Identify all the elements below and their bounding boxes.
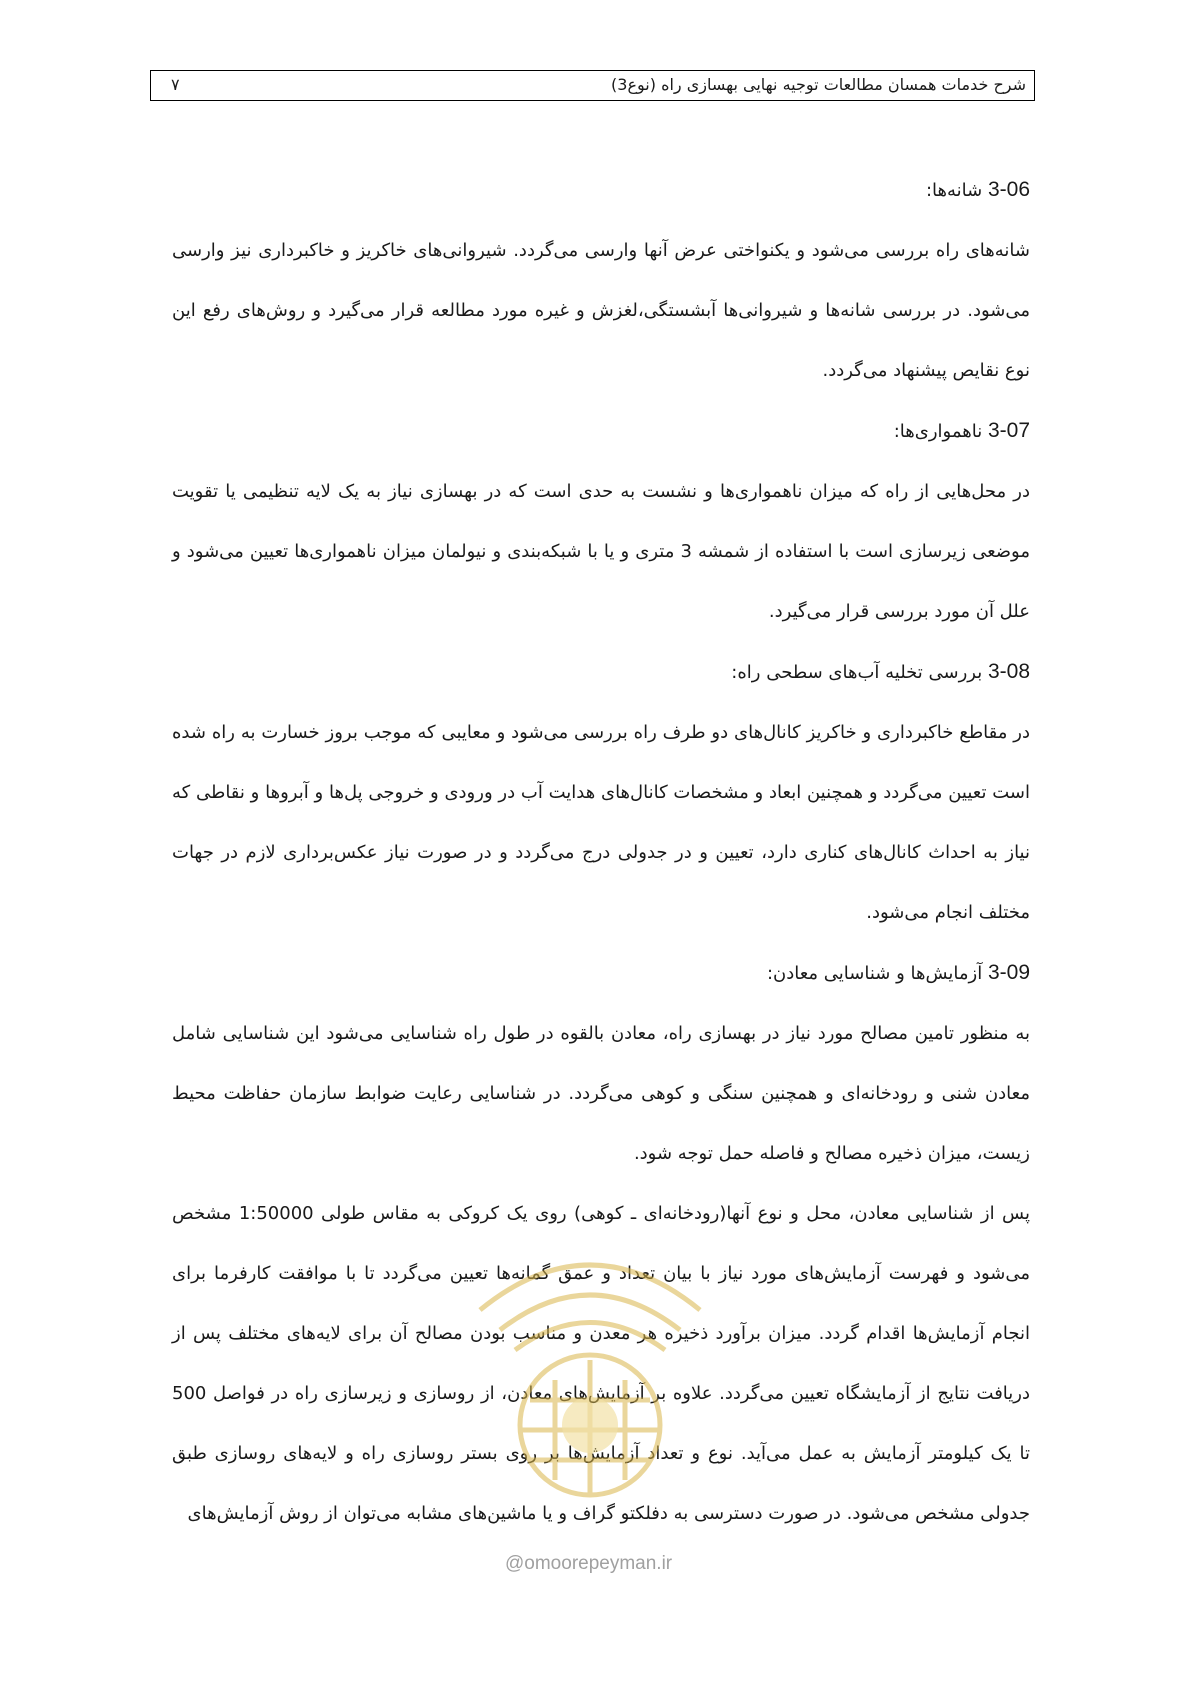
header-title: شرح خدمات همسان مطالعات توجیه نهایی بهسازی راه (نوع3) [611,75,1026,94]
section-heading-3-08 [172,642,1030,703]
paragraph: پس از شناسایی معادن، محل و نوع آنها(رودخانه‌ای ـ کوهی) روی یک کروکی به مقاس طولی 1:50000 مشخص می‌شود و فهرست آزمایش‌های مورد نیاز با بیان تعداد و عمق گمانه‌ها تعیین می‌گردد تا با موافقت کارفرما برای انجام آزمایش‌ها اقدام گردد. میزان برآورد ذخیره هر معدن و مناسب بودن مصالح آن برای لایه‌های مختلف پس از دریافت نتایج از آزمایشگاه تعیین می‌گردد. علاوه بر آزمایش‌های معادن، از روسازی و زیرسازی راه در فواصل 500 تا یک کیلومتر آزمایش به عمل می‌آید. نوع و تعداد آزمایش‌ها بر روی بستر روسازی راه و لایه‌های روسازی طبق جدولی مشخص می‌شود. در صورت دسترسی به دفلکتو گراف و یا ماشین‌های مشابه می‌توان از روش آزمایش‌های [172,1203,1031,1524]
section-heading-3-07 [172,401,1030,462]
section-heading-3-09 [172,943,1030,1004]
section-number: 3-09 [987,961,1030,984]
section-title: ناهمواری‌ها: [893,421,983,442]
section-title: بررسی تخلیه آب‌های سطحی راه: [731,662,983,683]
section-title: آزمایش‌ها و شناسایی معادن: [766,963,983,984]
section-number: 3-08 [987,660,1030,683]
document-body [172,160,1030,1544]
section-title: شانه‌ها: [925,180,983,201]
section-number: 3-06 [987,178,1030,201]
page-number: ۷ [171,75,180,94]
paragraph: شانه‌های راه بررسی می‌شود و یکنواختی عرض آنها وارسی می‌گردد. شیروانی‌های خاکریز و خاکبرداری نیز وارسی می‌شود. در بررسی شانه‌ها و شیروانی‌ها آبشستگی،لغزش و غیره مورد مطالعه قرار می‌گیرد و روش‌های رفع این نوع نقایص پیشنهاد می‌گردد. [172,240,1030,381]
section-heading-3-06 [172,160,1030,221]
section-number: 3-07 [987,419,1030,442]
paragraph: در مقاطع خاکبرداری و خاکریز کانال‌های دو طرف راه بررسی می‌شود و معایبی که موجب بروز خسارت به راه شده است تعیین می‌گردد و همچنین ابعاد و مشخصات کانال‌های هدایت آب در ورودی و خروجی پل‌ها و آبروها و نقاطی که نیاز به احداث کانال‌های کناری دارد، تعیین و در جدولی درج می‌گردد و در صورت نیاز عکس‌برداری لازم در جهات مختلف انجام می‌شود. [172,722,1030,923]
paragraph: به منظور تامین مصالح مورد نیاز در بهسازی راه، معادن بالقوه در طول راه شناسایی می‌شود این شناسایی شامل معادن شنی و رودخانه‌ای و همچنین سنگی و کوهی می‌گردد. در شناسایی رعایت ضوابط سازمان حفاظت محیط زیست، میزان ذخیره مصالح و فاصله حمل توجه شود. [172,1023,1030,1164]
watermark-url: @omoorepeyman.ir [505,1553,673,1574]
paragraph: در محل‌هایی از راه که میزان ناهمواری‌ها و نشست به حدی است که در بهسازی نیاز به یک لایه تنظیمی یا تقویت موضعی زیرسازی است با استفاده از شمشه 3 متری و یا با شبکه‌بندی و نیولمان میزان ناهمواری‌ها تعیین می‌شود و علل آن مورد بررسی قرار می‌گیرد. [172,481,1030,622]
page-header [150,70,1035,101]
